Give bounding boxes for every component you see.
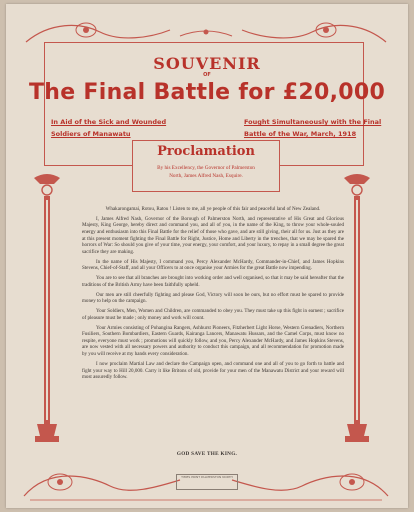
souvenir-heading: SOUVENIR [153, 54, 261, 73]
subtitle-left-line1: In Aid of the Sick and Wounded [51, 118, 167, 126]
subtitle-left [51, 116, 201, 140]
subtitle-right [244, 116, 384, 140]
body-paragraph: Whakarongamai, Rotou, Ratou ! Listen to me, all ye people of this fair and peaceful land of New Zealand. [105, 206, 321, 212]
left-pillar-ornament [32, 174, 62, 454]
subtitle-right-line1: Fought Simultaneously with the Final [244, 118, 382, 126]
proclamation-line-2: North, James Alfred Nash, Esquire. [169, 173, 243, 179]
body-paragraph: Your Soldiers, Men, Women and Children, are commanded to obey you. They must take up this fight in earnest ; sacrifice of pleasure must be made ; only money and work will count. [82, 308, 344, 321]
body-paragraph: You are to see that all branches are brought into working order and well organised, so that it may be said hereafter that the traditions of the British Army have been faithfully upheld. [82, 275, 344, 288]
printer-mark: TIMES PRINT PALMERSTON NORTH [176, 474, 238, 490]
proclamation-box [132, 140, 280, 192]
body-paragraph: Our men are still cheerfully fighting and please God, Victory will soon be ours, but no effort must be spared to provide money to help on the campaign. [82, 291, 344, 305]
body-paragraph: I now proclaim Martial Law and declare the Campaign open, and command one and all of you to go forth to battle and fight your way to Hill 20,000. Carry it like Britons of old, provide for your men of the Manawatu District and your reward will most assuredly follow. [82, 360, 344, 381]
body-paragraph: Your Armies consisting of Pohangina Rangers, Ashhurst Pioneers, Fitzherbert Light Horse, Western Grenadiers, Northern Fusiliers, Southern Bombardiers, Eastern Guards, Kairanga Lancers, Manawatu Hussars, and the Camel Corps, must know no respite, everyone must work ; promotions will quickly follow, and you, Percy Alexander McHardy, and James Hopkins Stevens, are now vested with all necessary powers and authority to conduct this campaign, and all recommendation for promotion made by you will receive at my hands every consideration. [82, 324, 344, 358]
closing-line: GOD SAVE THE KING. [176, 451, 238, 457]
body-paragraph: I, James Alfred Nash, Governor of the Borough of Palmerston North, and representative of His Great and Glorious Majesty, King George, hereby direct and command you, and all of you, in the name of the King, to throw your whole-souled energy and enthusiasm into this Final Battle for the relief of those who gave, and are still giving, their all for us. Just as they are at this present moment fighting the Final Battle for Right, Justice, Home and Liberty in the trenches, that we may be spared the horrors of War: So should you give of your time, your energy, your comfort, and your luxury, to repay in a small degree the great sacrifice they are making. [82, 215, 344, 255]
subtitle-right-line2: Battle of the War, March, 1918 [244, 130, 357, 138]
souvenir-sheet [6, 4, 408, 508]
proclamation-line-1: By his Excellency, the Governor of Palmerston [157, 165, 255, 171]
proclamation-title: Proclamation [157, 144, 255, 159]
subtitle-left-line2: Soldiers of Manawatu [51, 130, 131, 138]
body-paragraph: In the name of His Majesty, I command you, Percy Alexander McHardy, Commander-in-Chief, and James Hopkins Stevens, Chief-of-Staff, and all your Officers to at once organise your Armies for the great Battle now impending. [82, 258, 344, 272]
right-pillar-ornament [342, 174, 372, 454]
page-title: The Final Battle for £20,000 [28, 80, 386, 105]
proclamation-body [82, 206, 344, 384]
of-label: OF [203, 72, 211, 78]
